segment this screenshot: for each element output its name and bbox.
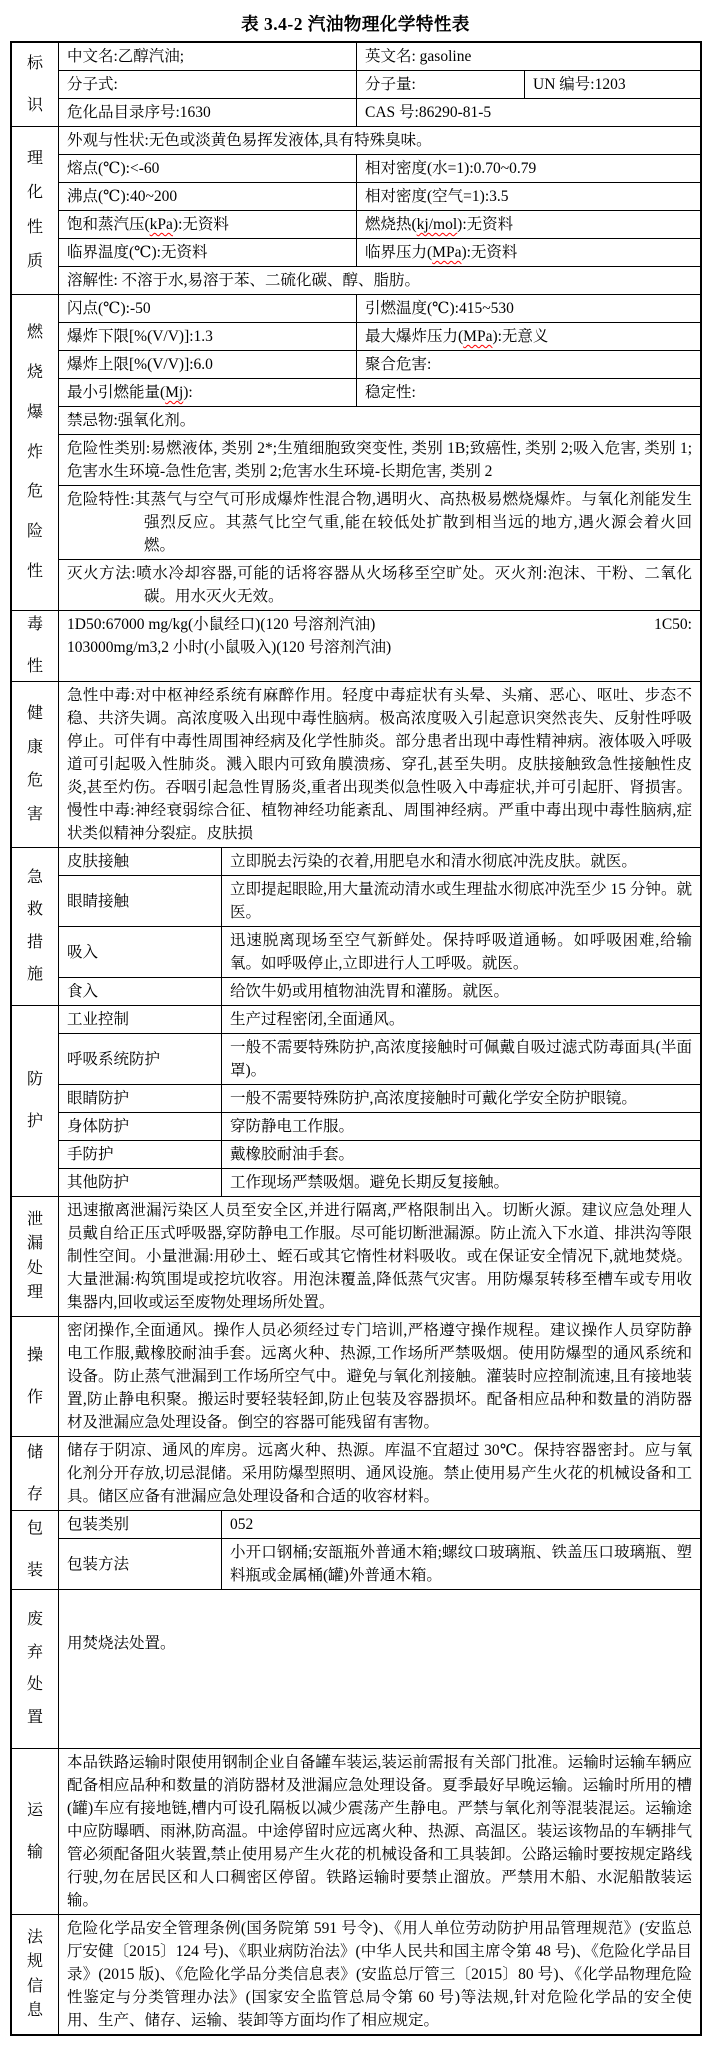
cell-ingestion-label: 食入 [67,983,99,1000]
cell-engineering-control-desc: 生产过程密闭,全面通风。 [221,1006,700,1033]
section-label-fire-explosion: 燃 烧 爆 炸 危 险 性 [12,295,59,610]
spellcheck-underline-mpa: MPa [432,244,462,261]
cell-leak-handling: 迅速撤离泄漏污染区人员至安全区,并进行隔离,严格限制出入。切断火源。建议应急处理人员戴自给正压式呼吸器,穿防静电工作服。尽可能切断泄漏源。防止流入下水道、排洪沟等限制性空间。小量泄漏:用砂土、蛭石或其它惰性材料吸收。或在保证安全情况下,就地焚烧。大量泄漏:构筑围堤或挖坑收容。用泡沫覆盖,降低蒸气灾害。用防爆泵转移至槽车或专用收集器内,回收或运至废物处理场所处置。 [67,1202,692,1311]
spellcheck-underline-mj: Mj [165,384,184,401]
cell-melting-point: 熔点(℃):<-60 [67,160,160,177]
section-leak-handling [12,1196,700,1316]
cell-regulatory-info: 危险化学品安全管理条例(国务院第 591 号令)、《用人单位劳动防护用品管理规范》(安监总厅安健〔2015〕124 号)、《职业病防治法》(中华人民共和国主席令第 48 号)、《危险化学品目录》(2015 版)、《危险化学品分类信息表》(安监总厅管三〔2015〕80 号)、《化学品物理危险性鉴定与分类管理办法》(国家安全监管总局令第 60 号)等法规,针对危险化学品的安全使用、生产、储存、运输、装卸等方面均作了相应规定。 [67,1920,692,2029]
section-regulatory-info [12,1914,700,2034]
cell-skin-contact-desc: 立即脱去污染的衣着,用肥皂水和清水彻底冲洗皮肤。就医。 [221,848,700,875]
cell-catalog-number: 危化品目录序号:1630 [67,104,211,121]
section-storage [12,1436,700,1510]
section-physical-chemical [12,126,700,294]
cell-storage: 储存于阴凉、通风的库房。远离火种、热源。库温不宜超过 30℃。保持容器密封。应与氧化剂分开存放,切忌混储。采用防爆型照明、通风设施。禁止使用易产生火花的机械设备和工具。储区应备有泄漏应急处理设备和合适的收容材料。 [67,1442,692,1505]
cell-critical-pressure: 临界压力(MPa):无资料 [356,239,700,266]
section-label-identification: 标 识 [12,43,59,126]
cell-operation: 密闭操作,全面通风。操作人员必须经过专门培训,严格遵守操作规程。建议操作人员穿防静电工作服,戴橡胶耐油手套。远离火种、热源,工作场所严禁吸烟。使用防爆型的通风系统和设备。防止蒸气泄漏到工作场所空气中。避免与氧化剂接触。灌装时应控制流速,且有接地装置,防止静电积聚。搬运时要轻装轻卸,防止包装及容器损坏。配备相应品种和数量的消防器材及泄漏应急处理设备。倒空的容器可能残留有害物。 [67,1322,692,1431]
cell-ingestion-desc: 给饮牛奶或用植物油洗胃和灌肠。就医。 [221,978,700,1005]
cell-eye-contact-desc: 立即提起眼睑,用大量流动清水或生理盐水彻底冲洗至少 15 分钟。就医。 [221,876,700,926]
cell-solubility: 溶解性: 不溶于水,易溶于苯、二硫化碳、醇、脂肪。 [67,272,421,289]
cell-hand-protection-desc: 戴橡胶耐油手套。 [221,1141,700,1168]
section-packaging [12,1510,700,1589]
cell-eye-protection-label: 眼睛防护 [67,1090,130,1107]
cell-ignition-temperature: 引燃温度(℃):415~530 [356,295,700,322]
section-operation [12,1316,700,1436]
cell-engineering-control-label: 工业控制 [67,1011,130,1028]
section-label-waste-disposal: 废 弃 处 置 [12,1590,59,1748]
cell-appearance: 外观与性状:无色或淡黄色易挥发液体,具有特殊臭味。 [67,132,432,149]
page-title: 表 3.4-2 汽油物理化学特性表 [241,14,470,34]
section-label-protection: 防 护 [12,1006,59,1196]
cell-packaging-class-value: 052 [221,1511,700,1538]
cell-hazard-class: 危险性类别:易燃液体, 类别 2*;生殖细胞致突变性, 类别 1B;致癌性, 类别 2;吸入危害, 类别 1;危害水生环境-急性危害, 类别 2;危害水生环境-长期危害, 类别 2 [67,440,692,480]
section-fire-explosion-hazard [12,294,700,610]
section-label-transport: 运 输 [12,1749,59,1914]
cell-packaging-method-label: 包装方法 [67,1555,130,1573]
cell-relative-density-water: 相对密度(水=1):0.70~0.79 [356,155,700,182]
cell-molecular-formula: 分子式: [67,76,118,93]
cell-flash-point: 闪点(℃):-50 [67,300,151,317]
toxicity-line-1: 1D50:67000 mg/kg(小鼠经口)(120 号溶剂汽油) 1C50: [67,616,692,633]
cell-chinese-name: 中文名:乙醇汽油; [67,48,185,65]
section-label-leak-handling: 泄 漏 处 理 [12,1197,59,1316]
section-health-hazard [12,681,700,847]
cell-polymerization-hazard: 聚合危害: [356,351,700,378]
cell-body-protection-label: 身体防护 [67,1118,130,1135]
cell-hazard-characteristics: 危险特性:其蒸气与空气可形成爆炸性混合物,遇明火、高热极易燃烧爆炸。与氧化剂能发生强烈反应。其蒸气比空气重,能在较低处扩散到相当远的地方,遇火源会着火回燃。 [67,491,692,554]
cell-waste-disposal: 用焚烧法处置。 [67,1635,176,1652]
cell-other-protection-desc: 工作现场严禁吸烟。避免长期反复接触。 [221,1169,700,1196]
cell-inhalation-label: 吸入 [67,943,99,961]
section-label-storage: 储 存 [12,1437,59,1510]
cell-extinguishing-method: 灭火方法:喷水冷却容器,可能的话将容器从火场移至空旷处。灭火剂:泡沫、干粉、二氧化碳。用水灭火无效。 [67,565,693,605]
cell-incompatibilities: 禁忌物:强氧化剂。 [67,412,196,429]
section-label-regulatory-info: 法 规 信 息 [12,1915,59,2034]
cell-toxicity [59,611,700,661]
cell-un-number: UN 编号:1203 [524,71,700,98]
cell-english-name: 英文名: gasoline [356,43,700,70]
cell-max-explosion-pressure: 最大爆炸压力(MPa):无意义 [356,323,700,350]
cell-min-ignition-energy: 最小引燃能量(Mj): [67,384,193,401]
cell-respiratory-protection-desc: 一般不需要特殊防护,高浓度接触时可佩戴自吸过滤式防毒面具(半面罩)。 [221,1034,700,1084]
cell-respiratory-protection-label: 呼吸系统防护 [67,1050,161,1068]
cell-body-protection-desc: 穿防静电工作服。 [221,1113,700,1140]
cell-transport: 本品铁路运输时限使用钢制企业自备罐车装运,装运前需报有关部门批准。运输时运输车辆应配备相应品种和数量的消防器材及泄漏应急处理设备。夏季最好早晚运输。运输时所用的槽(罐)车应有接地链,槽内可设孔隔板以减少震荡产生静电。严禁与氧化剂等混装混运。运输途中应防曝晒、雨淋,防高温。中途停留时应远离火种、热源、高温区。装运该物品的车辆排气管必须配备阻火装置,禁止使用易产生火花的机械设备和工具装卸。公路运输时要按规定路线行驶,勿在居民区和人口稠密区停留。铁路运输时要禁止溜放。严禁用木船、水泥船散装运输。 [67,1754,692,1909]
cell-inhalation-desc: 迅速脱离现场至空气新鲜处。保持呼吸道通畅。如呼吸困难,给输氧。如呼吸停止,立即进行人工呼吸。就医。 [221,927,700,977]
section-label-first-aid: 急 救 措 施 [12,848,59,1005]
section-transport [12,1748,700,1914]
section-label-operation: 操 作 [12,1317,59,1436]
cell-stability: 稳定性: [356,379,700,406]
cell-relative-density-air: 相对密度(空气=1):3.5 [356,183,700,210]
spellcheck-underline-kjmol: kj/mol [416,216,458,233]
section-label-packaging: 包 装 [12,1511,59,1589]
section-first-aid [12,847,700,1005]
section-toxicity [12,610,700,681]
cell-packaging-method-desc: 小开口钢桶;安瓿瓶外普通木箱;螺纹口玻璃瓶、铁盖压口玻璃瓶、塑料瓶或金属桶(罐)外普通木箱。 [221,1539,700,1589]
cell-boiling-point: 沸点(℃):40~200 [67,188,178,205]
cell-saturated-vapor-pressure: 饱和蒸汽压(kPa):无资料 [67,216,229,233]
cell-critical-temperature: 临界温度(℃):无资料 [67,244,208,261]
section-label-physical-chemical: 理 化 性 质 [12,127,59,294]
cell-eye-contact-label: 眼睛接触 [67,892,130,910]
toxicity-line-2: 103000mg/m3,2 小时(小鼠吸入)(120 号溶剂汽油) [67,639,392,656]
cell-cas-number: CAS 号:86290-81-5 [356,99,700,126]
section-label-toxicity: 毒 性 [12,611,59,681]
section-protection [12,1005,700,1196]
cell-molecular-weight: 分子量: [356,71,524,98]
cell-skin-contact-label: 皮肤接触 [67,853,130,870]
spellcheck-underline-kpa: kPa [149,216,173,233]
cell-eye-protection-desc: 一般不需要特殊防护,高浓度接触时可戴化学安全防护眼镜。 [221,1085,700,1112]
gasoline-properties-table [10,41,702,2036]
cell-upper-explosion-limit: 爆炸上限[%(V/V)]:6.0 [67,356,213,373]
cell-other-protection-label: 其他防护 [67,1174,130,1191]
cell-hand-protection-label: 手防护 [67,1146,114,1163]
cell-health-hazard: 急性中毒:对中枢神经系统有麻醉作用。轻度中毒症状有头晕、头痛、恶心、呕吐、步态不稳、共济失调。高浓度吸入出现中毒性脑病。极高浓度吸入引起意识突然丧失、反射性呼吸停止。可伴有中毒性周围神经病及化学性肺炎。部分患者出现中毒性精神病。液体吸入呼吸道可引起吸入性肺炎。溅入眼内可致角膜溃疡、穿孔,甚至失明。皮肤接触致急性接触性皮炎,甚至灼伤。吞咽引起急性胃肠炎,重者出现类似急性吸入中毒症状,并可引起肝、肾损害。慢性中毒:神经衰弱综合征、植物神经功能紊乱、周围神经病。严重中毒出现中毒性脑病,症状类似精神分裂症。皮肤损 [67,687,692,842]
section-waste-disposal [12,1589,700,1748]
section-identification [12,43,700,126]
section-label-health-hazard: 健 康 危 害 [12,682,59,847]
cell-packaging-class-label: 包装类别 [67,1516,130,1533]
cell-lower-explosion-limit: 爆炸下限[%(V/V)]:1.3 [67,328,213,345]
cell-combustion-heat: 燃烧热(kj/mol):无资料 [356,211,700,238]
spellcheck-underline-mpa2: MPa [463,328,493,345]
